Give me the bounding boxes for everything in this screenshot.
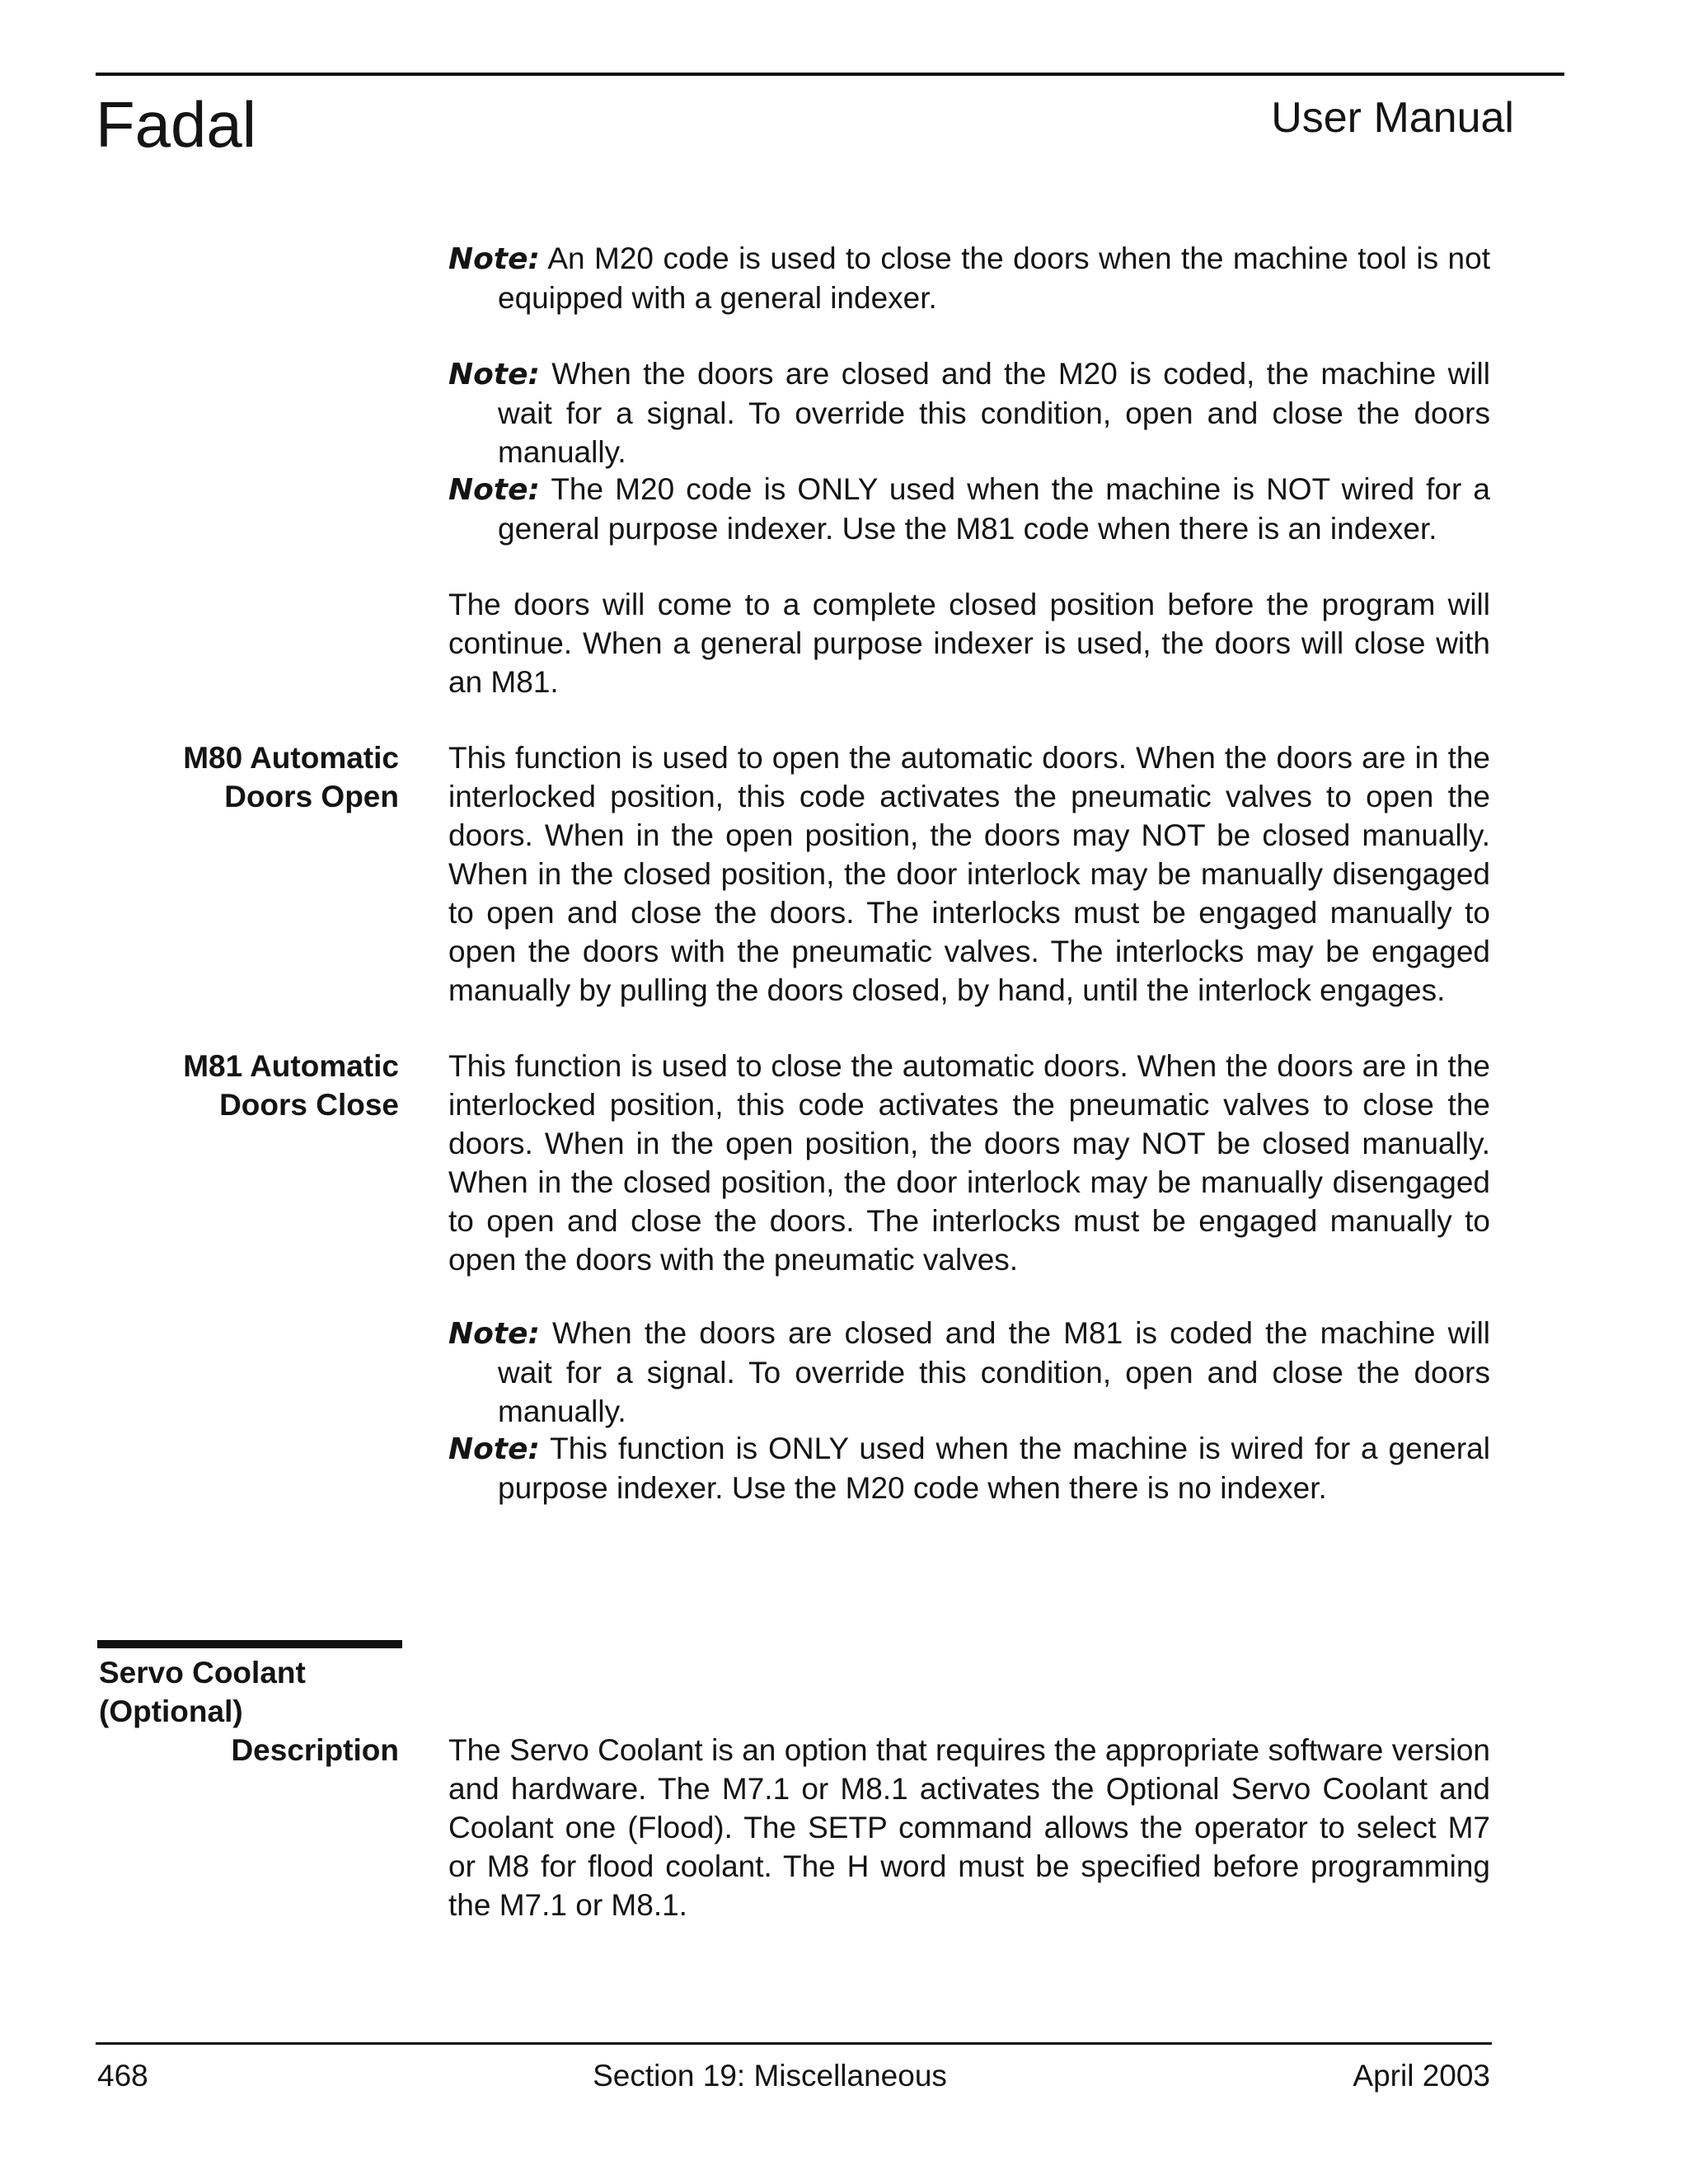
footer-section-title: Section 19: Miscellaneous [593,2059,947,2093]
doors-close-paragraph: The doors will come to a complete closed position before the program will continue. When a general purpose indexer is used, the doors will close with an M81. [448,588,1490,699]
m80-heading-line2: Doors Open [224,780,399,813]
note-label: Note: [448,473,540,507]
note-label: Note: [448,242,540,276]
footer-rule [96,2042,1492,2045]
servo-coolant-heading [99,1653,306,1731]
description-subheading: Description [231,1733,399,1767]
section-divider [97,1640,402,1648]
m81-heading-line2: Doors Close [219,1088,399,1122]
m81-heading [96,1047,399,1124]
manual-title: User Manual [1271,94,1514,142]
note-label: Note: [448,1432,540,1466]
note-text: This function is ONLY used when the machine is wired for a general purpose indexer. Use the M20 code when there is no indexer. [498,1432,1490,1505]
m80-heading-line1: M80 Automatic [183,741,399,775]
footer-date: April 2003 [1353,2059,1490,2093]
note-m81-wait-signal [448,1314,1490,1431]
note-text: An M20 code is used to close the doors when the machine tool is not equipped with a general indexer. [498,241,1490,315]
note-text: When the doors are closed and the M81 is coded the machine will wait for a signal. To override this condition, open and close the doors manually. [498,1316,1491,1428]
note-m81-only [448,1429,1490,1507]
note-m20-wait-signal [448,354,1490,471]
page-number: 468 [97,2059,148,2093]
servo-heading-line2: (Optional) [99,1694,243,1728]
m80-description: This function is used to open the automatic doors. When the doors are in the interlocked position, this code activates the pneumatic valves to open the doors. When in the open position, the doors may NOT be closed manually. When in the closed position, the door interlock may be manually disengaged to open and close the doors. The interlocks must be engaged manually to open the doors with the pneumatic valves. The interlocks may be engaged manually by pulling the doors closed, by hand, until the interlock engages. [448,741,1490,1007]
m81-heading-line1: M81 Automatic [183,1049,399,1083]
note-m20-only [448,470,1490,548]
servo-heading-line1: Servo Coolant [99,1656,306,1690]
servo-coolant-description: The Servo Coolant is an option that requires the appropriate software version and hardware. The M7.1 or M8.1 activates the Optional Servo Coolant and Coolant one (Flood). The SETP command allows the operator to select M7 or M8 for flood coolant. The H word must be specified before programming the M7.1 or M8.1. [448,1733,1490,1922]
m81-description: This function is used to close the automatic doors. When the doors are in the interlocked position, this code activates the pneumatic valves to close the doors. When in the open position, the doors may NOT be closed manually. When in the closed position, the door interlock may be manually disengaged to open and close the doors. The interlocks must be engaged manually to open the doors with the pneumatic valves. [448,1049,1490,1277]
note-label: Note: [448,358,540,391]
header-rule [96,73,1564,76]
note-text: When the doors are closed and the M20 is coded, the machine will wait for a signal. To override this condition, open and close the doors manually. [498,357,1490,469]
note-text: The M20 code is ONLY used when the machine is NOT wired for a general purpose indexer. Use the M81 code when there is an indexer. [498,472,1490,546]
brand-logo-text: Fadal [96,88,257,161]
note-label: Note: [448,1317,540,1351]
note-m20-close-doors [448,239,1490,317]
m80-heading [96,738,399,816]
